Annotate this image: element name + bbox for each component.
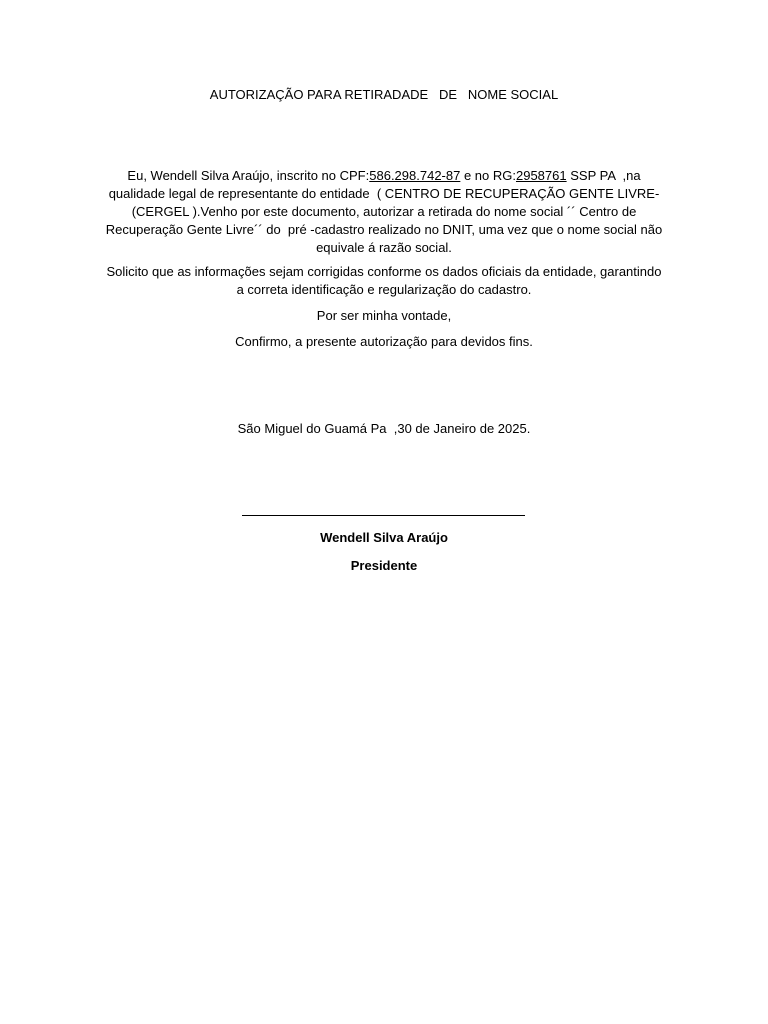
signatory-role: Presidente bbox=[350, 558, 418, 573]
paragraph-text-rg-label: e no RG: bbox=[460, 168, 516, 183]
paragraph-text-intro: Eu, Wendell Silva Araújo, inscrito no CPF: bbox=[127, 168, 370, 183]
cpf-number: 586.298.742-87 bbox=[369, 168, 461, 183]
confirmation-paragraph: Confirmo, a presente autorização para devidos fins. bbox=[235, 334, 533, 349]
will-paragraph: Por ser minha vontade, bbox=[316, 308, 452, 323]
authorization-paragraph bbox=[104, 167, 664, 257]
signature-line bbox=[242, 515, 525, 516]
signatory-name: Wendell Silva Araújo bbox=[320, 530, 448, 545]
rg-number: 2958761 bbox=[515, 168, 567, 183]
document-title: AUTORIZAÇÃO PARA RETIRADADE DE NOME SOCIAL bbox=[209, 87, 559, 102]
paragraph-text-rest: SSP PA ,na qualidade legal de representante do entidade ( CENTRO DE RECUPERAÇÃO GENTE LIVRE- (CERGEL ).Venho por este documento, autorizar a retirada do nome social ´´ Centro de Recuperação Gente Livre´´ do pré -cadastro realizado no DNIT, uma vez que o nome social não equivale á razão social. bbox=[105, 168, 666, 255]
place-and-date: São Miguel do Guamá Pa ,30 de Janeiro de 2025. bbox=[237, 421, 531, 436]
request-paragraph: Solicito que as informações sejam corrigidas conforme os dados oficiais da entidade, garantindo a correta identificação e regularização do cadastro. bbox=[106, 264, 662, 297]
document-body bbox=[104, 167, 664, 359]
